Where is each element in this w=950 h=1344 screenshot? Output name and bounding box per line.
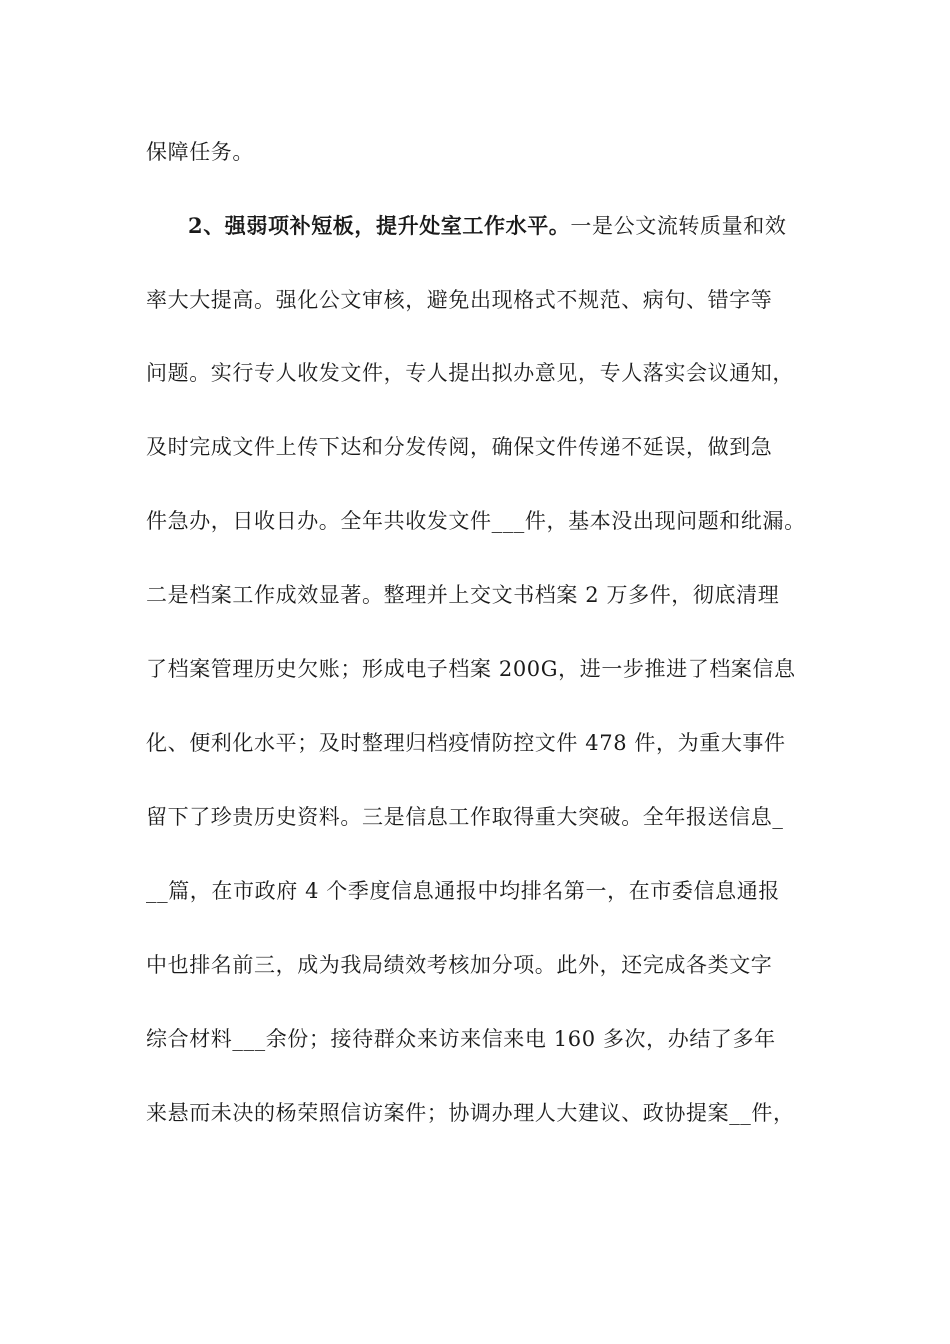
paragraph-first-line [188,212,786,240]
paragraph-heading: 2、强弱项补短板，提升处室工作水平。 [188,213,571,238]
text-line: 综合材料___余份；接待群众来访来信来电 160 多次，办结了多年 [146,1027,776,1051]
text-line: 件急办，日收日办。全年共收发文件___件，基本没出现问题和纰漏。 [146,509,806,533]
text-line: 了档案管理历史欠账；形成电子档案 200G，进一步推进了档案信息 [146,657,796,681]
text-line: 率大大提高。强化公文审核，避免出现格式不规范、病句、错字等 [146,288,773,312]
text-line: 化、便利化水平；及时整理归档疫情防控文件 478 件，为重大事件 [146,731,786,755]
text-run: 一是公文流转质量和效 [570,214,787,238]
text-line: 问题。实行专人收发文件，专人提出拟办意见，专人落实会议通知， [146,361,794,385]
text-line: __篇，在市政府 4 个季度信息通报中均排名第一，在市委信息通报 [146,879,780,903]
text-line: 中也排名前三，成为我局绩效考核加分项。此外，还完成各类文字 [146,953,773,977]
text-line: 来悬而未决的杨荣照信访案件；协调办理人大建议、政协提案__件， [146,1101,795,1125]
text-line: 及时完成文件上传下达和分发传阅，确保文件传递不延误，做到急 [146,435,773,459]
text-line: 保障任务。 [146,140,254,164]
text-line: 二是档案工作成效显著。整理并上交文书档案 2 万多件，彻底清理 [146,583,780,607]
text-line: 留下了珍贵历史资料。三是信息工作取得重大突破。全年报送信息_ [146,805,784,829]
